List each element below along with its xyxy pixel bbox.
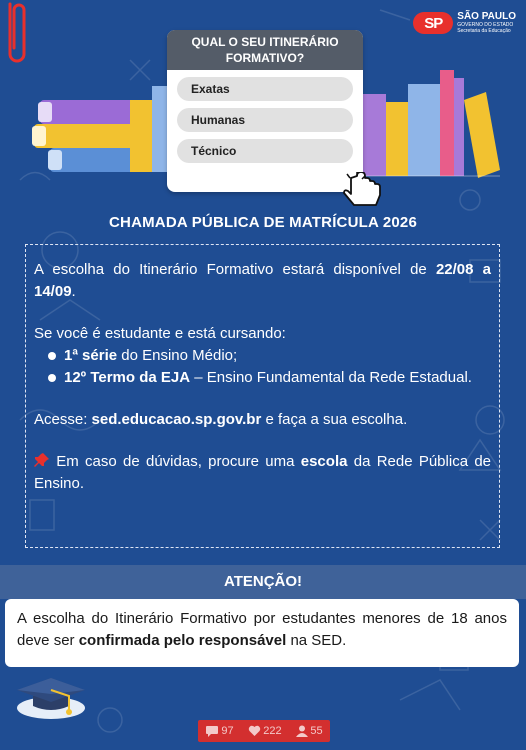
quiz-option-tecnico[interactable]: Técnico xyxy=(177,139,353,163)
pointer-hand-icon xyxy=(343,172,387,206)
doubts-rest: da Rede Pública de Ensino. xyxy=(34,453,491,492)
attention-bold: confirmada pelo responsável xyxy=(78,632,287,649)
users-stat[interactable] xyxy=(296,725,322,737)
logo-government: GOVERNO DO ESTADO xyxy=(457,22,514,28)
access-site-link[interactable]: sed.educacao.sp.gov.br xyxy=(91,411,262,428)
access-rest: e faça a sua escolha. xyxy=(261,411,408,428)
access-label: Acesse: xyxy=(34,411,92,428)
page-title: CHAMADA PÚBLICA DE MATRÍCULA 2026 xyxy=(109,214,417,231)
attention-text: A escolha do Itinerário Formativo por estudantes menores de 18 anos deve ser xyxy=(17,610,507,649)
bullet-dot xyxy=(48,352,56,360)
bullet-text: do Ensino Médio; xyxy=(117,347,238,364)
doubts-text: Em caso de dúvidas, procure uma xyxy=(50,453,301,470)
attention-heading: ATENÇÃO! xyxy=(0,565,526,599)
availability-paragraph xyxy=(34,259,491,303)
bullet-bold: 1ª série xyxy=(64,347,118,364)
list-item xyxy=(34,367,491,389)
quiz-question: QUAL O SEU ITINERÁRIO FORMATIVO? xyxy=(167,30,363,70)
graduation-cap-icon xyxy=(15,670,89,722)
likes-count: 222 xyxy=(263,725,282,737)
quiz-option-humanas[interactable]: Humanas xyxy=(177,108,353,132)
bullet-bold: 12º Termo da EJA xyxy=(64,369,191,386)
list-item xyxy=(34,345,491,367)
doubts-paragraph xyxy=(34,451,491,495)
comments-stat[interactable] xyxy=(205,725,233,737)
itinerary-quiz-card xyxy=(167,30,363,192)
heart-icon xyxy=(248,725,261,737)
pushpin-icon xyxy=(34,452,50,468)
availability-period-end: . xyxy=(71,283,76,300)
logo-state-name: SÃO PAULO xyxy=(457,11,516,22)
engagement-stats xyxy=(198,720,330,742)
bullet-text: – Ensino Fundamental da Rede Estadual. xyxy=(190,369,472,386)
attention-box xyxy=(5,599,519,667)
comments-count: 97 xyxy=(221,725,234,737)
logo-badge: SP xyxy=(413,12,453,34)
user-icon xyxy=(296,725,308,737)
attention-rest: na SED. xyxy=(286,632,347,649)
logo-secretariat: Secretaria da Educação xyxy=(457,28,511,34)
students-intro: Se você é estudante e está cursando: xyxy=(34,325,286,342)
bullet-dot xyxy=(48,374,56,382)
availability-period: 22/08 a 14/09 xyxy=(34,261,492,300)
quiz-option-exatas[interactable]: Exatas xyxy=(177,77,353,101)
availability-text: A escolha do Itinerário Formativo estará disponível de xyxy=(34,261,427,278)
doubts-bold: escola xyxy=(300,453,348,470)
info-box xyxy=(25,244,500,548)
comment-icon xyxy=(205,725,219,737)
users-count: 55 xyxy=(310,725,323,737)
access-paragraph xyxy=(34,409,491,431)
likes-stat[interactable] xyxy=(248,725,281,737)
